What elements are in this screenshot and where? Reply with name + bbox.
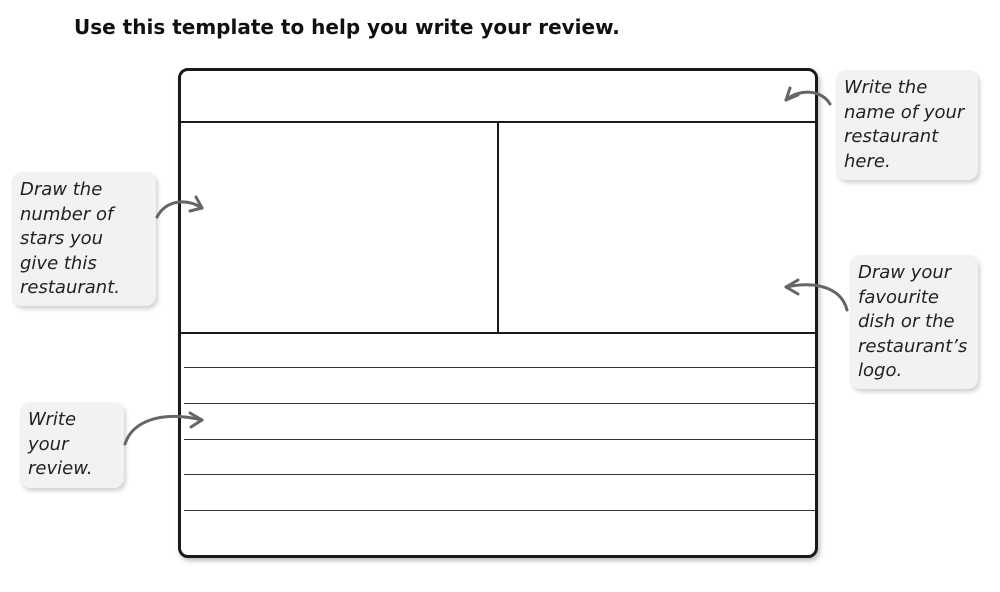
review-line [184, 403, 815, 404]
review-line [184, 367, 815, 368]
review-line [184, 510, 815, 511]
star-rating-box [181, 123, 499, 333]
review-line [184, 474, 815, 475]
dish-drawing-box [499, 123, 815, 333]
review-section-divider [181, 332, 815, 334]
review-template [178, 68, 818, 558]
note-restaurant-name: Write the name of your restaurant here. [836, 70, 978, 180]
restaurant-name-box [181, 71, 815, 123]
note-favourite-dish: Draw your favourite dish or the restaurant’s logo. [850, 255, 978, 389]
page-heading: Use this template to help you write your review. [74, 15, 620, 39]
review-line [184, 439, 815, 440]
note-star-rating: Draw the number of stars you give this restaurant. [12, 172, 156, 306]
note-write-review: Write your review. [20, 402, 124, 488]
